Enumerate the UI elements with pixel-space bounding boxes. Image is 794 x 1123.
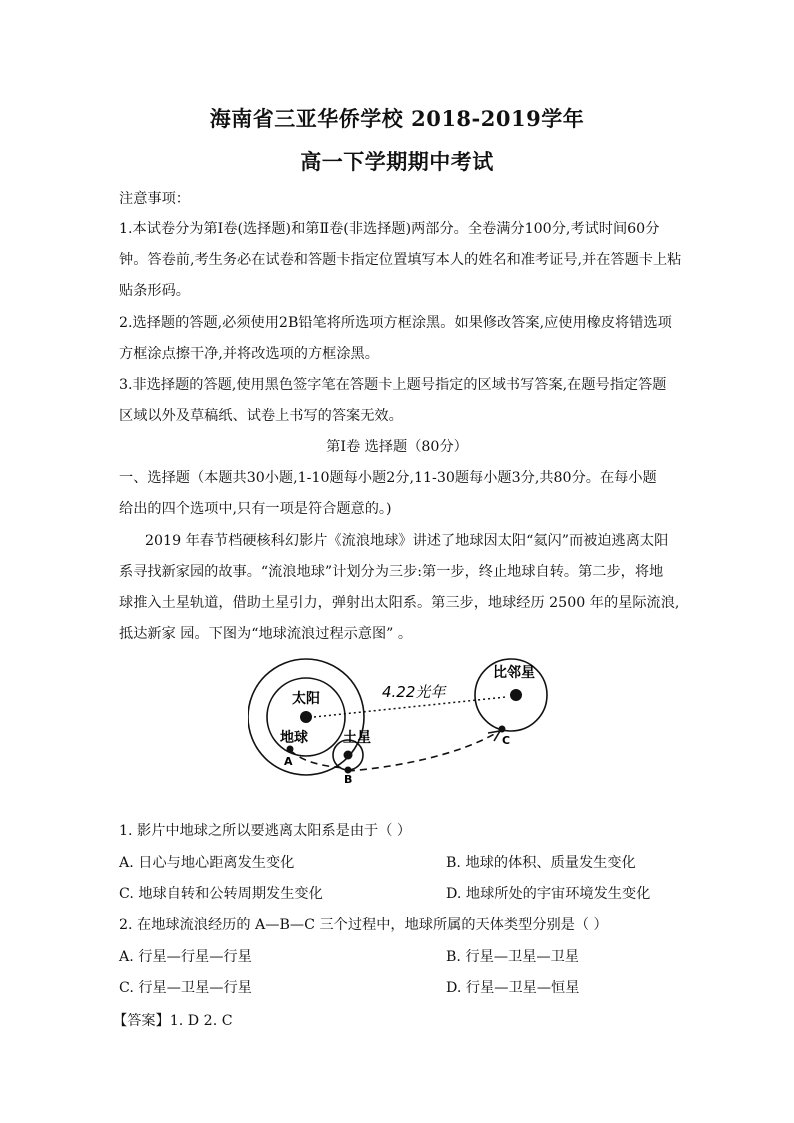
notes-line: 区域以外及草稿纸、试卷上书写的答案无效。	[119, 408, 403, 424]
question-2-option-a: A. 行星—行星—行星	[119, 949, 252, 965]
passage-line: 抵达新家 园。下图为“地球流浪过程示意图” 。	[119, 626, 413, 642]
question-1-option-a: A. 日心与地心距离发生变化	[119, 855, 295, 871]
question-1-option-b: B. 地球的体积、质量发生变化	[446, 855, 636, 871]
point-c-label: C	[502, 734, 511, 747]
question-1-option-c: C. 地球自转和公转周期发生变化	[119, 886, 323, 902]
notes-heading: 注意事项：	[119, 191, 190, 207]
notes-line: 1.本试卷分为第Ⅰ卷(选择题)和第Ⅱ卷(非选择题)两部分。全卷满分100分,考试时间60分	[119, 221, 660, 237]
sun-dot	[300, 711, 312, 723]
question-2-option-c: C. 行星—卫星—行星	[119, 980, 252, 996]
passage-line: 2019 年春节档硬核科幻影片《流浪地球》讲述了地球因太阳“氦闪”而被迫逃离太阳	[145, 533, 669, 549]
notes-line: 方框涂点擦干净,并将改选项的方框涂黑。	[119, 346, 379, 362]
exam-title-line2: 高一下学期期中考试	[300, 149, 494, 174]
notes-line: 钟。答卷前,考生务必在试卷和答题卡指定位置填写本人的姓名和准考证号,并在答题卡上粘	[119, 252, 682, 268]
notes-line: 贴条形码。	[119, 283, 190, 299]
proxima-dot	[510, 689, 522, 701]
passage-line: 系寻找新家园的故事。“流浪地球”计划分为三步:第一步，终止地球自转。第二步，将地	[119, 564, 664, 580]
answer-line: 【答案】1. D 2. C	[113, 1013, 233, 1029]
sun-label: 太阳	[292, 691, 320, 707]
point-a-dot	[287, 746, 294, 753]
section-instructions: 给出的四个选项中,只有一项是符合题意的。)	[119, 501, 392, 517]
point-a-label: A	[284, 755, 293, 768]
question-2-stem: 2. 在地球流浪经历的 A—B—C 三个过程中，地球所属的天体类型分别是（ ）	[119, 917, 608, 933]
question-1-stem: 1. 影片中地球之所以要逃离太阳系是由于（ ）	[119, 823, 412, 839]
question-2-option-b: B. 行星—卫星—卫星	[446, 949, 579, 965]
exam-title-line1: 海南省三亚华侨学校 2018-2019学年	[209, 106, 585, 131]
saturn-dot	[344, 751, 353, 760]
distance-label: 4.22光年	[382, 683, 446, 701]
question-2-option-d: D. 行星—卫星—恒星	[446, 980, 580, 996]
earth-wandering-diagram	[248, 655, 548, 785]
section-title: 第Ⅰ卷 选择题（80分）	[326, 439, 468, 455]
notes-line: 3.非选择题的答题,使用黑色签字笔在答题卡上题号指定的区域书写答案,在题号指定答题	[119, 377, 667, 393]
saturn-label: 土星	[343, 730, 371, 746]
section-instructions: 一、选择题（本题共30小题,1-10题每小题2分,11-30题每小题3分,共80分。在每小题	[119, 470, 657, 486]
passage-line: 球推入土星轨道，借助土星引力，弹射出太阳系。第三步，地球经历 2500 年的星际流浪,	[119, 595, 680, 611]
point-c-dot	[499, 726, 506, 733]
point-b-label: B	[344, 773, 353, 785]
earth-label: 地球	[280, 730, 308, 746]
question-1-option-d: D. 地球所处的宇宙环境发生变化	[446, 886, 651, 902]
notes-line: 2.选择题的答题,必须使用2B铅笔将所选项方框涂黑。如果修改答案,应使用橡皮将错选项	[119, 315, 672, 331]
proxima-label: 比邻星	[493, 665, 535, 681]
